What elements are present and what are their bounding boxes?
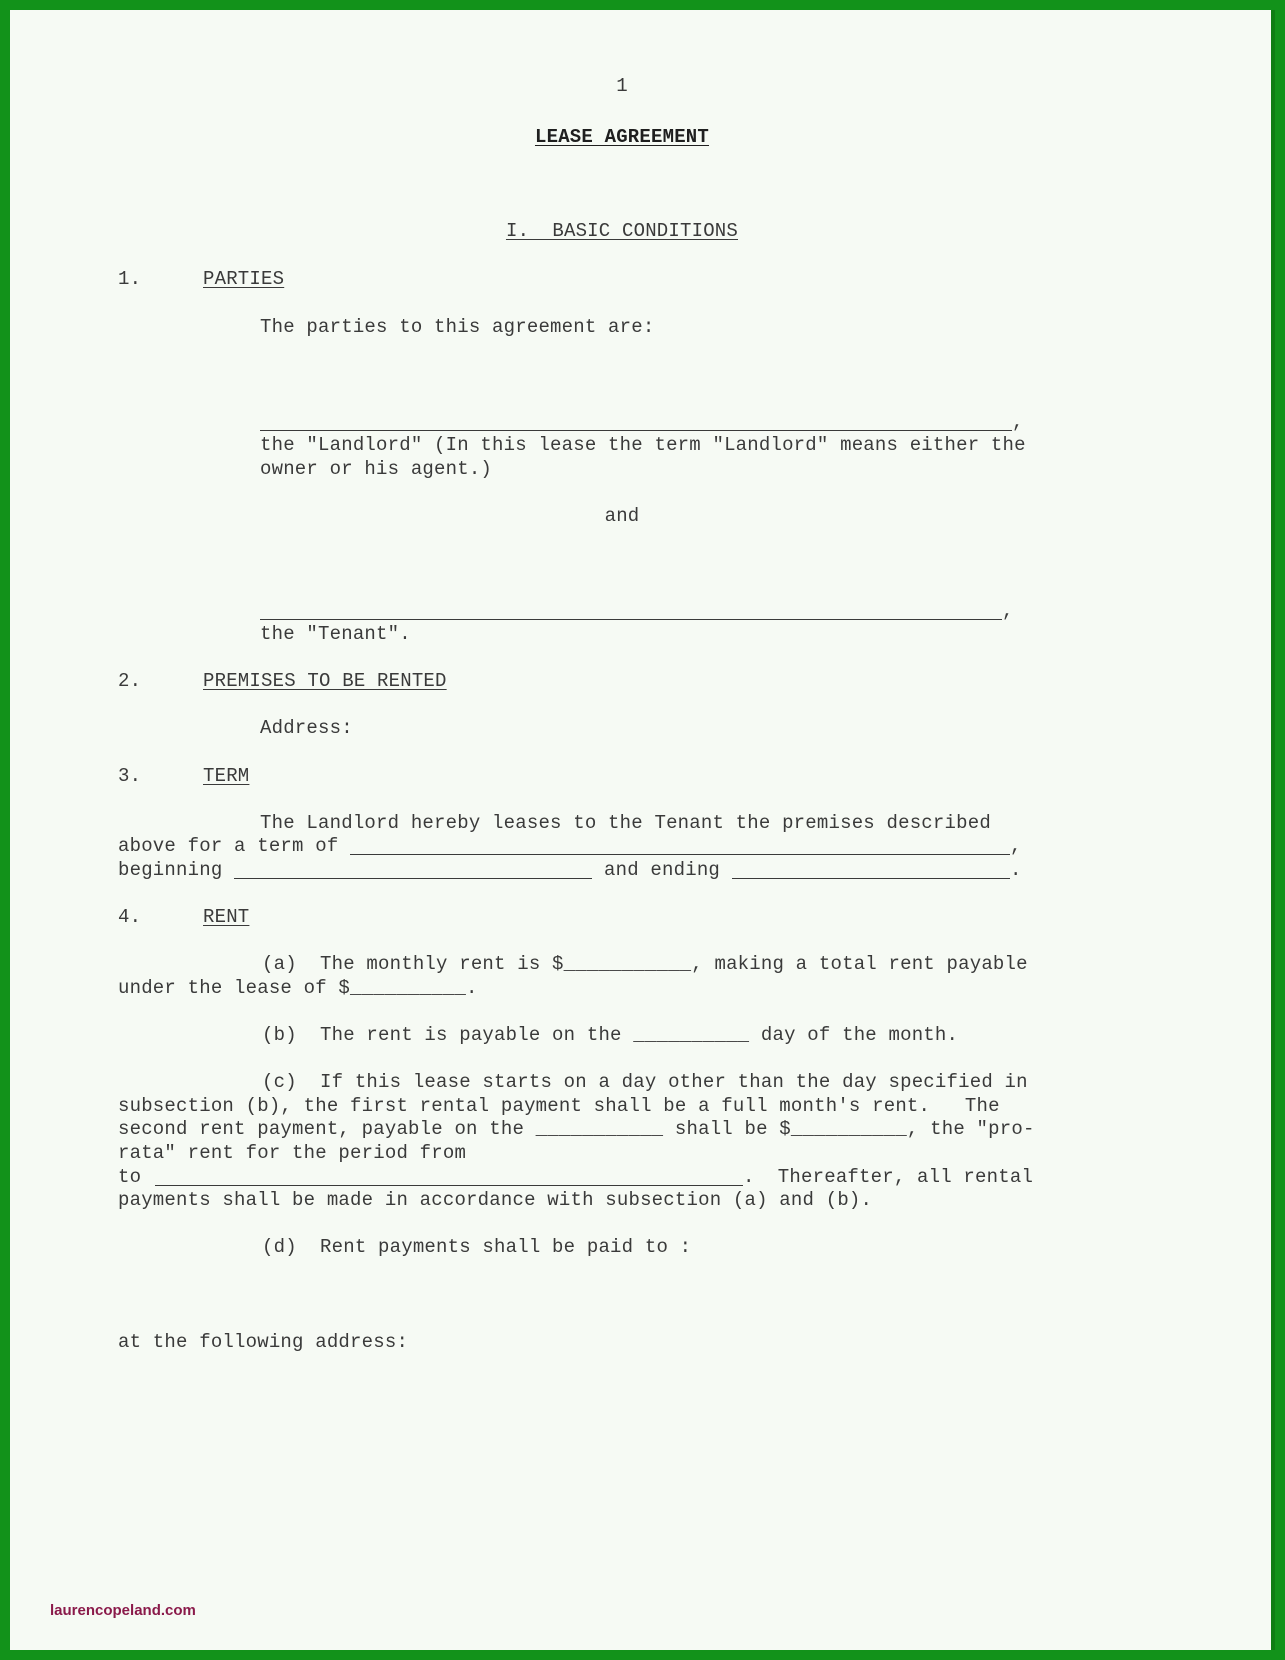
landlord-name-blank [260,430,1012,431]
parties-heading: PARTIES [203,268,285,290]
rent-d-line1: (d) Rent payments shall be paid to : [262,1236,692,1258]
premises-heading: PREMISES TO BE RENTED [203,670,447,692]
parties-intro: The parties to this agreement are: [260,316,655,338]
rent-heading: RENT [203,906,250,928]
landlord-description-line2: owner or his agent.) [260,458,493,480]
rent-a-line2: under the lease of $__________. [118,977,478,999]
term-number: 3. [118,765,142,787]
and-text: and [604,505,640,527]
term-line1: The Landlord hereby leases to the Tenant the premises described [260,812,991,834]
rent-a-line1: (a) The monthly rent is $___________, making a total rent payable [262,953,1028,975]
term-end-blank [732,878,1010,879]
watermark: laurencopeland.com [50,1602,196,1619]
tenant-description: the "Tenant". [260,623,411,645]
rent-c-line5-suffix: . Thereafter, all rental [743,1166,1034,1188]
term-line2-prefix: above for a term of [118,835,339,857]
tenant-name-blank [260,619,1002,620]
rent-c-line2: subsection (b), the first rental payment shall be a full month's rent. The [118,1095,1000,1117]
landlord-description-line1: the "Landlord" (In this lease the term "Landlord" means either the [260,434,1026,456]
rent-c-line1: (c) If this lease starts on a day other than the day specified in [262,1071,1028,1093]
section-heading: I. BASIC CONDITIONS [505,220,739,242]
landlord-comma: , [1012,411,1024,433]
term-begin-blank [234,878,592,879]
premises-number: 2. [118,670,142,692]
rent-b-line1: (b) The rent is payable on the __________ day of the month. [262,1024,959,1046]
prorata-period-blank [155,1185,743,1186]
rent-c-line3: second rent payment, payable on the ___________ shall be $__________, the "pro- [118,1118,1035,1140]
address-label: Address: [260,717,353,739]
rent-c-line6: payments shall be made in accordance with subsection (a) and (b). [118,1189,873,1211]
term-line3-suffix: . [1010,859,1022,881]
term-line2-suffix: , [1010,835,1022,857]
parties-number: 1. [118,268,142,290]
following-address: at the following address: [118,1331,409,1353]
document-title: LEASE AGREEMENT [534,126,710,148]
tenant-comma: , [1002,600,1014,622]
term-length-blank [350,854,1010,855]
document-page [10,10,1275,1650]
term-heading: TERM [203,765,250,787]
term-line3-prefix: beginning [118,859,223,881]
rent-number: 4. [118,906,142,928]
rent-c-line4: rata" rent for the period from [118,1142,467,1164]
rent-c-line5-prefix: to [118,1166,142,1188]
page-number: 1 [616,75,628,97]
term-line3-middle: and ending [604,859,721,881]
